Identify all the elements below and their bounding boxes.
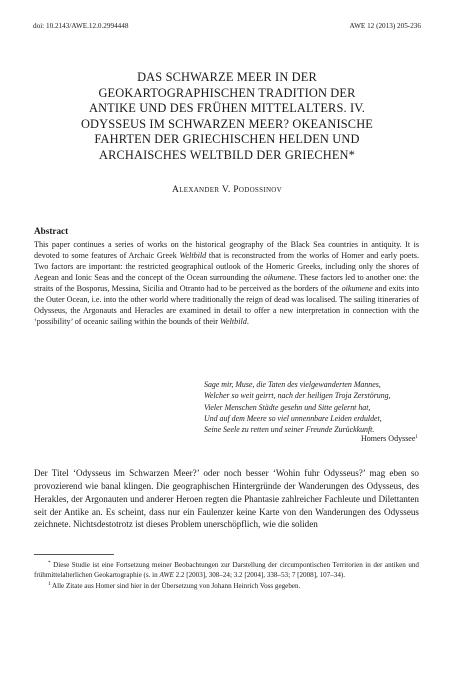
footnotes: [34, 560, 419, 591]
title-line: FAHRTEN DER GRIECHISCHEN HELDEN UND: [94, 132, 360, 147]
abstract-text: . These factors led to another one: the straits of the Bosporus, Messina, Sicilia and Otranto had to be perceived as the borders of the: [34, 273, 419, 294]
epigraph: [204, 379, 414, 435]
footnote-text: Diese Studie ist eine Fortsetzung meiner Beobachtungen zur Darstellung der circumpontischen Territorien in der antiken und frühmittelalterlichen Geokartographie (s. in: [34, 561, 419, 580]
article-title: [30, 70, 424, 164]
footnote-italic: AWE: [159, 571, 174, 580]
footnote: [34, 560, 419, 581]
abstract-italic-term: Weltbild: [220, 317, 247, 327]
title-line: DAS SCHWARZE MEER IN DER: [137, 70, 317, 84]
epigraph-line: Und auf dem Meere so viel unnennbare Leiden erduldet,: [204, 413, 382, 423]
abstract-body: [34, 239, 419, 327]
abstract-text: This paper continues a series of works on the historical geography of the Black Sea countries in antiquity. It is devoted to some features of Archaic Greek: [34, 240, 419, 261]
title-line: GEOKARTOGRAPHISCHEN TRADITION DER: [98, 85, 356, 100]
author-name: Alexander V. Podossinov: [171, 184, 283, 195]
body-paragraph: Der Titel ‘Odysseus im Schwarzen Meer?’ oder noch besser ‘Wohin fuhr Odysseus?’ mag eben so provozierend wie banal klingen. Die geographischen Hintergründe der Wanderungen des Odysseus, des Herakles, der Argonauten und anderer Heroen regten die Phantasie zahlreicher Fachleute und Dilettanten seit der Antike an. Es scheint, dass nur ein Faulenzer keine Karte von den Wanderungen des Odysseus zeichnete. Nichtsdestotrotz ist dieses Problem unerschöpflich, wie die soliden: [34, 468, 419, 530]
footnote-mark: *: [48, 560, 51, 566]
abstract-italic-term: Weltbild: [179, 251, 207, 261]
footnote-text: Alle Zitate aus Homer sind hier in der Übersetzung von Johann Heinrich Voss gegeben.: [51, 581, 301, 590]
title-footnote-mark[interactable]: *: [348, 147, 356, 162]
journal-reference: AWE 12 (2013) 205-236: [349, 22, 421, 30]
epigraph-line: Sage mir, Muse, die Taten des vielgewanderten Mannes,: [204, 380, 381, 389]
footnote: [34, 581, 419, 591]
title-line: ODYSSEUS IM SCHWARZEN MEER? OKEANISCHE: [80, 116, 374, 131]
footnote-divider: [34, 554, 114, 555]
abstract-text: that is reconstructed from the works of Homer and early poets. Two factors are important: the restricted geographical outlook of the Homeric Greeks, including only the shores of Aegean and Ionic Seas and the concept of the Ocean surrounding the: [34, 251, 419, 283]
abstract-heading: Abstract: [34, 226, 69, 236]
title-line: ANTIKE UND DES FRÜHEN MITTELALTERS. IV.: [88, 101, 366, 116]
epigraph-source: [361, 434, 418, 443]
doi-text[interactable]: doi: 10.2143/AWE.12.0.2994448: [33, 22, 129, 30]
epigraph-line: Welcher so weit geirrt, nach der heiligen Troja Zerstörung,: [204, 391, 391, 401]
body-text: [34, 467, 419, 531]
abstract-paragraph: [34, 239, 419, 327]
abstract-text: .: [246, 317, 249, 327]
epigraph-line: Seine Seele zu retten und seiner Freunde Zurückkunft.: [204, 425, 375, 435]
footnote-mark: 1: [48, 580, 51, 587]
abstract-italic-term: oikumene: [263, 273, 295, 283]
title-line-text: ARCHAISCHES WELTBILD DER GRIECHEN: [98, 147, 349, 162]
epigraph-line: Vieler Menschen Städte gesehn und Sitte gelernt hat,: [204, 402, 371, 412]
abstract-italic-term: oikumene: [341, 284, 373, 294]
footnote-text: 2.2 [2003], 308–24; 3.2 [2004], 338–53; 7 [2008], 107–34).: [173, 571, 346, 580]
epigraph-source-text: Homers Odyssee: [360, 434, 416, 443]
running-header: [33, 22, 421, 30]
footnote-ref[interactable]: 1: [415, 434, 418, 440]
title-line: [30, 148, 424, 164]
abstract-text: and exits into the Outer Ocean, i.e. into the other world where traditionally the reign of dead was localised. The sailing itineraries of Odysseus, the Argonauts and Heracles are examined in detail to offer a new interpretation in connection with the ‘possibility’ of oceanic sailing within the bounds of their: [34, 284, 419, 327]
